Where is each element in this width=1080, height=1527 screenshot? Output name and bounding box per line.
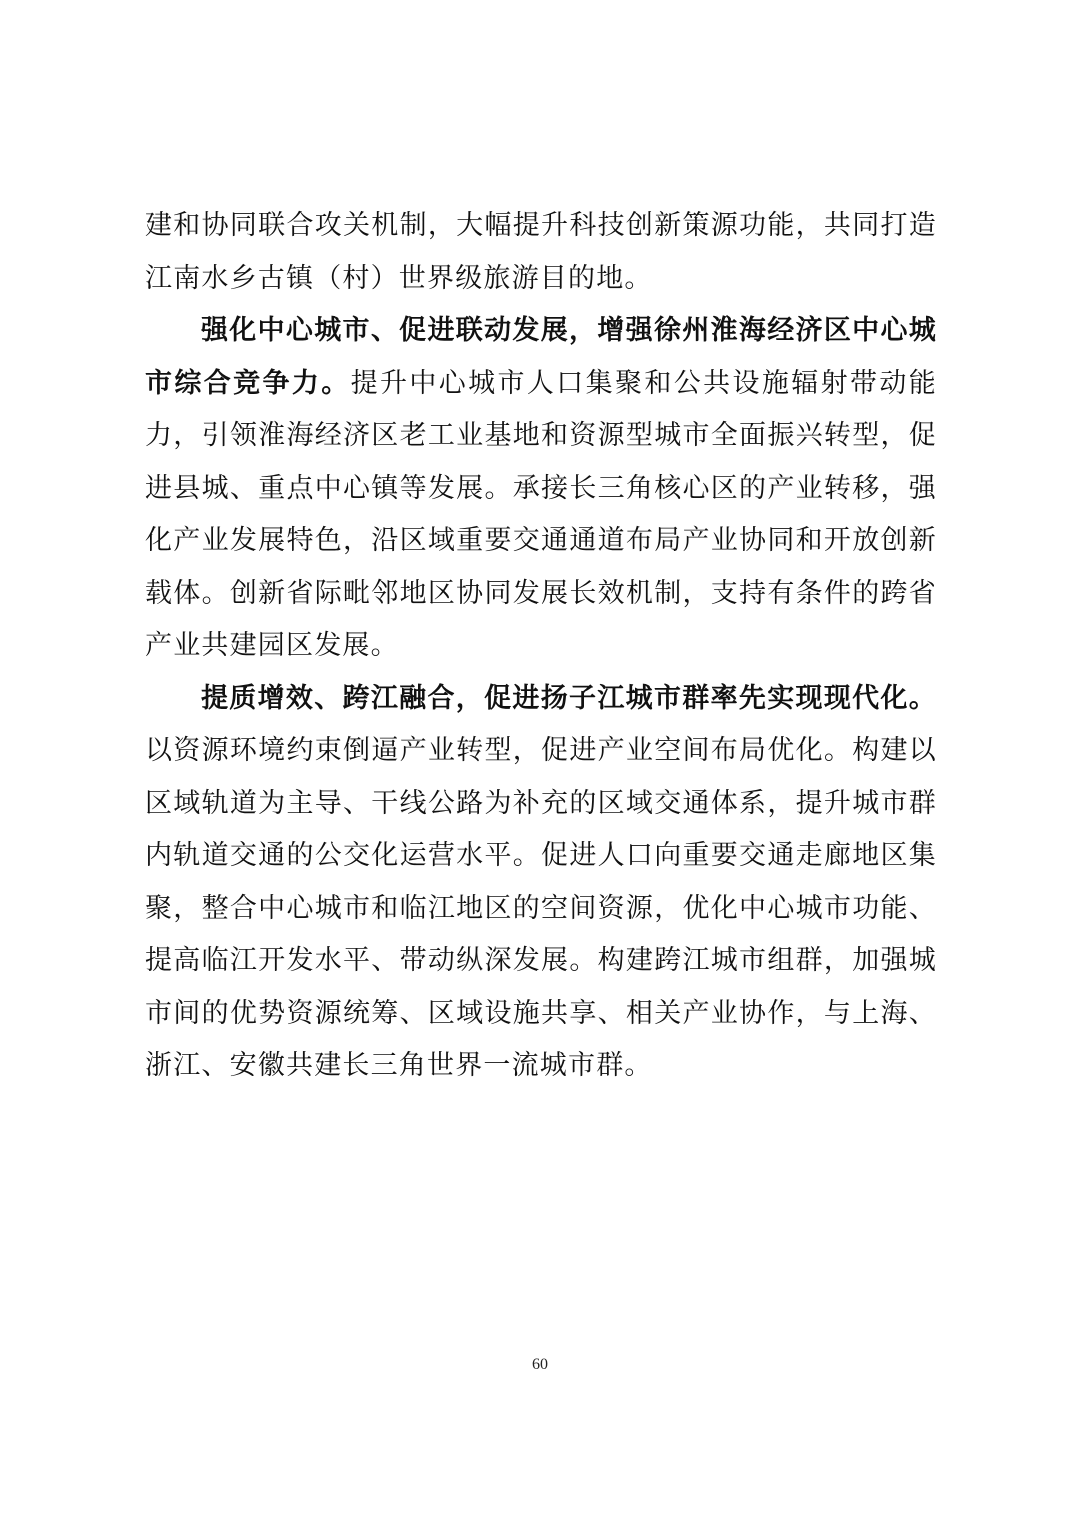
paragraph-3-heading: 提质增效、跨江融合，促进扬子江城市群率先实现现代化。	[201, 682, 937, 714]
body-text	[145, 200, 937, 1093]
paragraph-1-text: 建和协同联合攻关机制，大幅提升科技创新策源功能，共同打造江南水乡古镇（村）世界级旅游目的地。	[145, 210, 937, 294]
paragraph-2-heading: 强化中心城市、促进联动发展，增强徐州淮海经济区中心城市综合竞争力。	[145, 315, 937, 399]
paragraph-central-cities	[145, 305, 937, 673]
paragraph-3-text: 以资源环境约束倒逼产业转型，促进产业空间布局优化。构建以区域轨道为主导、干线公路为补充的区域交通体系，提升城市群内轨道交通的公交化运营水平。促进人口向重要交通走廊地区集聚，整合中心城市和临江地区的空间资源，优化中心城市功能、提高临江开发水平、带动纵深发展。构建跨江城市组群，加强城市间的优势资源统筹、区域设施共享、相关产业协作，与上海、浙江、安徽共建长三角世界一流城市群。	[145, 735, 937, 1081]
page-number: 60	[532, 1356, 548, 1373]
paragraph-2-text: 提升中心城市人口集聚和公共设施辐射带动能力，引领淮海经济区老工业基地和资源型城市全面振兴转型，促进县城、重点中心镇等发展。承接长三角核心区的产业转移，强化产业发展特色，沿区域重要交通通道布局产业协同和开放创新载体。创新省际毗邻地区协同发展长效机制，支持有条件的跨省产业共建园区发展。	[145, 367, 937, 661]
paragraph-continuation	[145, 200, 937, 305]
paragraph-yangtze-cluster	[145, 673, 937, 1093]
